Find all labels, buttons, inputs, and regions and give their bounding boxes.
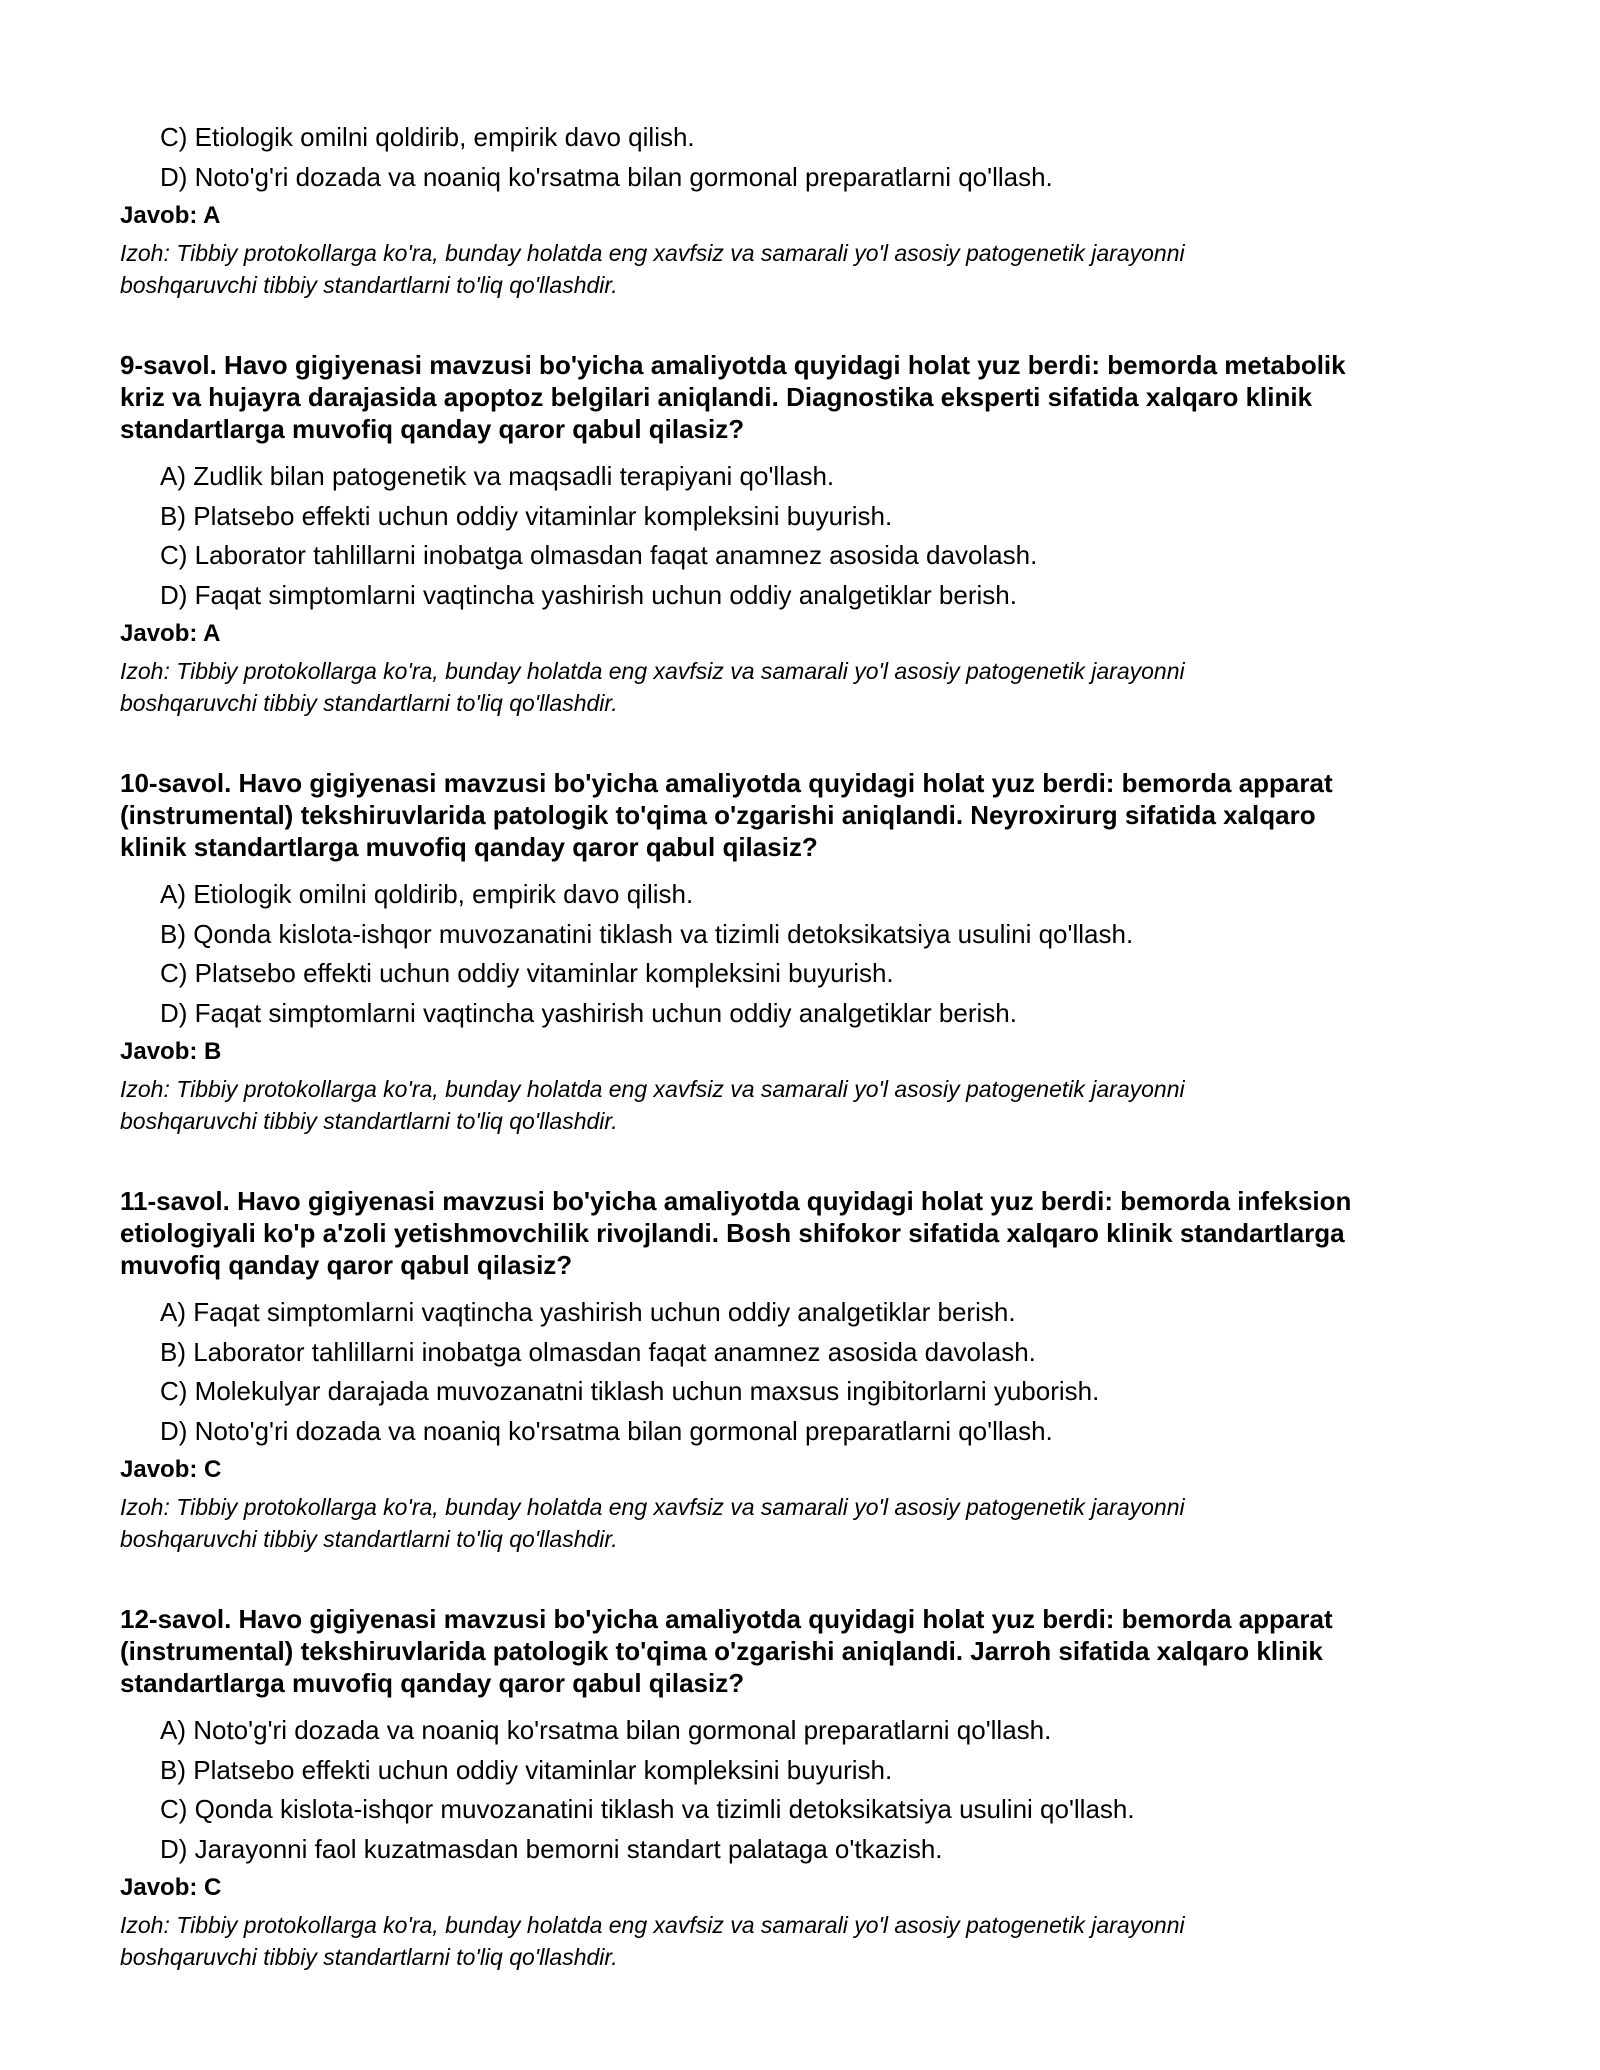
question-line: 10-savol. Havo gigiyenasi mavzusi bo'yicha amaliyotda quyidagi holat yuz berdi: bemorda apparat xyxy=(120,768,1333,798)
option-b: B) Qonda kislota-ishqor muvozanatini tiklash va tizimli detoksikatsiya usulini qo'llash. xyxy=(160,918,1134,949)
answer: Javob: C xyxy=(120,1456,222,1483)
question-text xyxy=(120,1603,1500,1699)
explanation-line: boshqaruvchi tibbiy standartlarni to'liq qo'llashdir. xyxy=(120,1108,618,1134)
question-line: standartlarga muvofiq qanday qaror qabul qilasiz? xyxy=(120,1668,745,1698)
question-line: kriz va hujayra darajasida apoptoz belgilari aniqlandi. Diagnostika eksperti sifatida xalqaro klinik xyxy=(120,382,1313,412)
question-line: standartlarga muvofiq qanday qaror qabul qilasiz? xyxy=(120,414,745,444)
explanation xyxy=(120,1909,1500,1973)
answer: Javob: B xyxy=(120,1038,222,1065)
explanation xyxy=(120,237,1500,301)
explanation xyxy=(120,1073,1500,1137)
explanation-line: boshqaruvchi tibbiy standartlarni to'liq qo'llashdir. xyxy=(120,1944,618,1970)
answer: Javob: A xyxy=(120,202,221,229)
answer: Javob: C xyxy=(120,1874,222,1901)
question-line: muvofiq qanday qaror qabul qilasiz? xyxy=(120,1250,573,1280)
explanation-line: Izoh: Tibbiy protokollarga ko'ra, bunday holatda eng xavfsiz va samarali yo'l asosiy patogenetik jarayonni xyxy=(120,1076,1185,1102)
question-11 xyxy=(120,1185,1500,1555)
option-b: B) Platsebo effekti uchun oddiy vitaminlar kompleksini buyurish. xyxy=(160,500,893,531)
explanation-line: Izoh: Tibbiy protokollarga ko'ra, bunday holatda eng xavfsiz va samarali yo'l asosiy patogenetik jarayonni xyxy=(120,658,1185,684)
option: C) Etiologik omilni qoldirib, empirik davo qilish. xyxy=(160,122,695,152)
question-8-continuation xyxy=(120,118,1500,301)
option-d: D) Jarayonni faol kuzatmasdan bemorni standart palataga o'tkazish. xyxy=(160,1833,943,1864)
question-text xyxy=(120,1185,1500,1281)
document-page xyxy=(120,118,1500,2021)
explanation-line: boshqaruvchi tibbiy standartlarni to'liq qo'llashdir. xyxy=(120,690,618,716)
question-line: 12-savol. Havo gigiyenasi mavzusi bo'yicha amaliyotda quyidagi holat yuz berdi: bemorda apparat xyxy=(120,1604,1333,1634)
option: D) Noto'g'ri dozada va noaniq ko'rsatma bilan gormonal preparatlarni qo'llash. xyxy=(160,161,1053,192)
option-d: D) Noto'g'ri dozada va noaniq ko'rsatma bilan gormonal preparatlarni qo'llash. xyxy=(160,1415,1053,1446)
question-line: etiologiyali ko'p a'zoli yetishmovchilik rivojlandi. Bosh shifokor sifatida xalqaro klinik standartlarga xyxy=(120,1218,1345,1248)
question-line: klinik standartlarga muvofiq qanday qaror qabul qilasiz? xyxy=(120,832,818,862)
option-d: D) Faqat simptomlarni vaqtincha yashirish uchun oddiy analgetiklar berish. xyxy=(160,997,1017,1028)
option-a: A) Noto'g'ri dozada va noaniq ko'rsatma bilan gormonal preparatlarni qo'llash. xyxy=(160,1715,1052,1745)
question-line: 11-savol. Havo gigiyenasi mavzusi bo'yicha amaliyotda quyidagi holat yuz berdi: bemorda infeksion xyxy=(120,1186,1352,1216)
question-text xyxy=(120,767,1500,863)
explanation-line: boshqaruvchi tibbiy standartlarni to'liq qo'llashdir. xyxy=(120,1526,618,1552)
explanation-line: boshqaruvchi tibbiy standartlarni to'liq qo'llashdir. xyxy=(120,272,618,298)
question-10 xyxy=(120,767,1500,1137)
question-9 xyxy=(120,349,1500,719)
option-c: C) Qonda kislota-ishqor muvozanatini tiklash va tizimli detoksikatsiya usulini qo'llash. xyxy=(160,1794,1135,1824)
explanation-line: Izoh: Tibbiy protokollarga ko'ra, bunday holatda eng xavfsiz va samarali yo'l asosiy patogenetik jarayonni xyxy=(120,240,1185,266)
option-a: A) Etiologik omilni qoldirib, empirik davo qilish. xyxy=(160,879,694,909)
option-c: C) Molekulyar darajada muvozanatni tiklash uchun maxsus ingibitorlarni yuborish. xyxy=(160,1376,1100,1406)
question-line: (instrumental) tekshiruvlarida patologik to'qima o'zgarishi aniqlandi. Jarroh sifatida xalqaro klinik xyxy=(120,1636,1323,1666)
explanation-line: Izoh: Tibbiy protokollarga ko'ra, bunday holatda eng xavfsiz va samarali yo'l asosiy patogenetik jarayonni xyxy=(120,1912,1185,1938)
explanation-line: Izoh: Tibbiy protokollarga ko'ra, bunday holatda eng xavfsiz va samarali yo'l asosiy patogenetik jarayonni xyxy=(120,1494,1185,1520)
question-12 xyxy=(120,1603,1500,1973)
option-a: A) Faqat simptomlarni vaqtincha yashirish uchun oddiy analgetiklar berish. xyxy=(160,1297,1016,1327)
option-b: B) Platsebo effekti uchun oddiy vitaminlar kompleksini buyurish. xyxy=(160,1754,893,1785)
option-c: C) Platsebo effekti uchun oddiy vitaminlar kompleksini buyurish. xyxy=(160,958,894,988)
explanation xyxy=(120,655,1500,719)
answer: Javob: A xyxy=(120,620,221,647)
option-c: C) Laborator tahlillarni inobatga olmasdan faqat anamnez asosida davolash. xyxy=(160,540,1038,570)
option-a: A) Zudlik bilan patogenetik va maqsadli terapiyani qo'llash. xyxy=(160,461,835,491)
explanation xyxy=(120,1491,1500,1555)
question-text xyxy=(120,349,1500,445)
question-line: 9-savol. Havo gigiyenasi mavzusi bo'yicha amaliyotda quyidagi holat yuz berdi: bemorda metabolik xyxy=(120,350,1346,380)
option-d: D) Faqat simptomlarni vaqtincha yashirish uchun oddiy analgetiklar berish. xyxy=(160,579,1017,610)
question-line: (instrumental) tekshiruvlarida patologik to'qima o'zgarishi aniqlandi. Neyroxirurg sifatida xalqaro xyxy=(120,800,1316,830)
option-b: B) Laborator tahlillarni inobatga olmasdan faqat anamnez asosida davolash. xyxy=(160,1336,1036,1367)
